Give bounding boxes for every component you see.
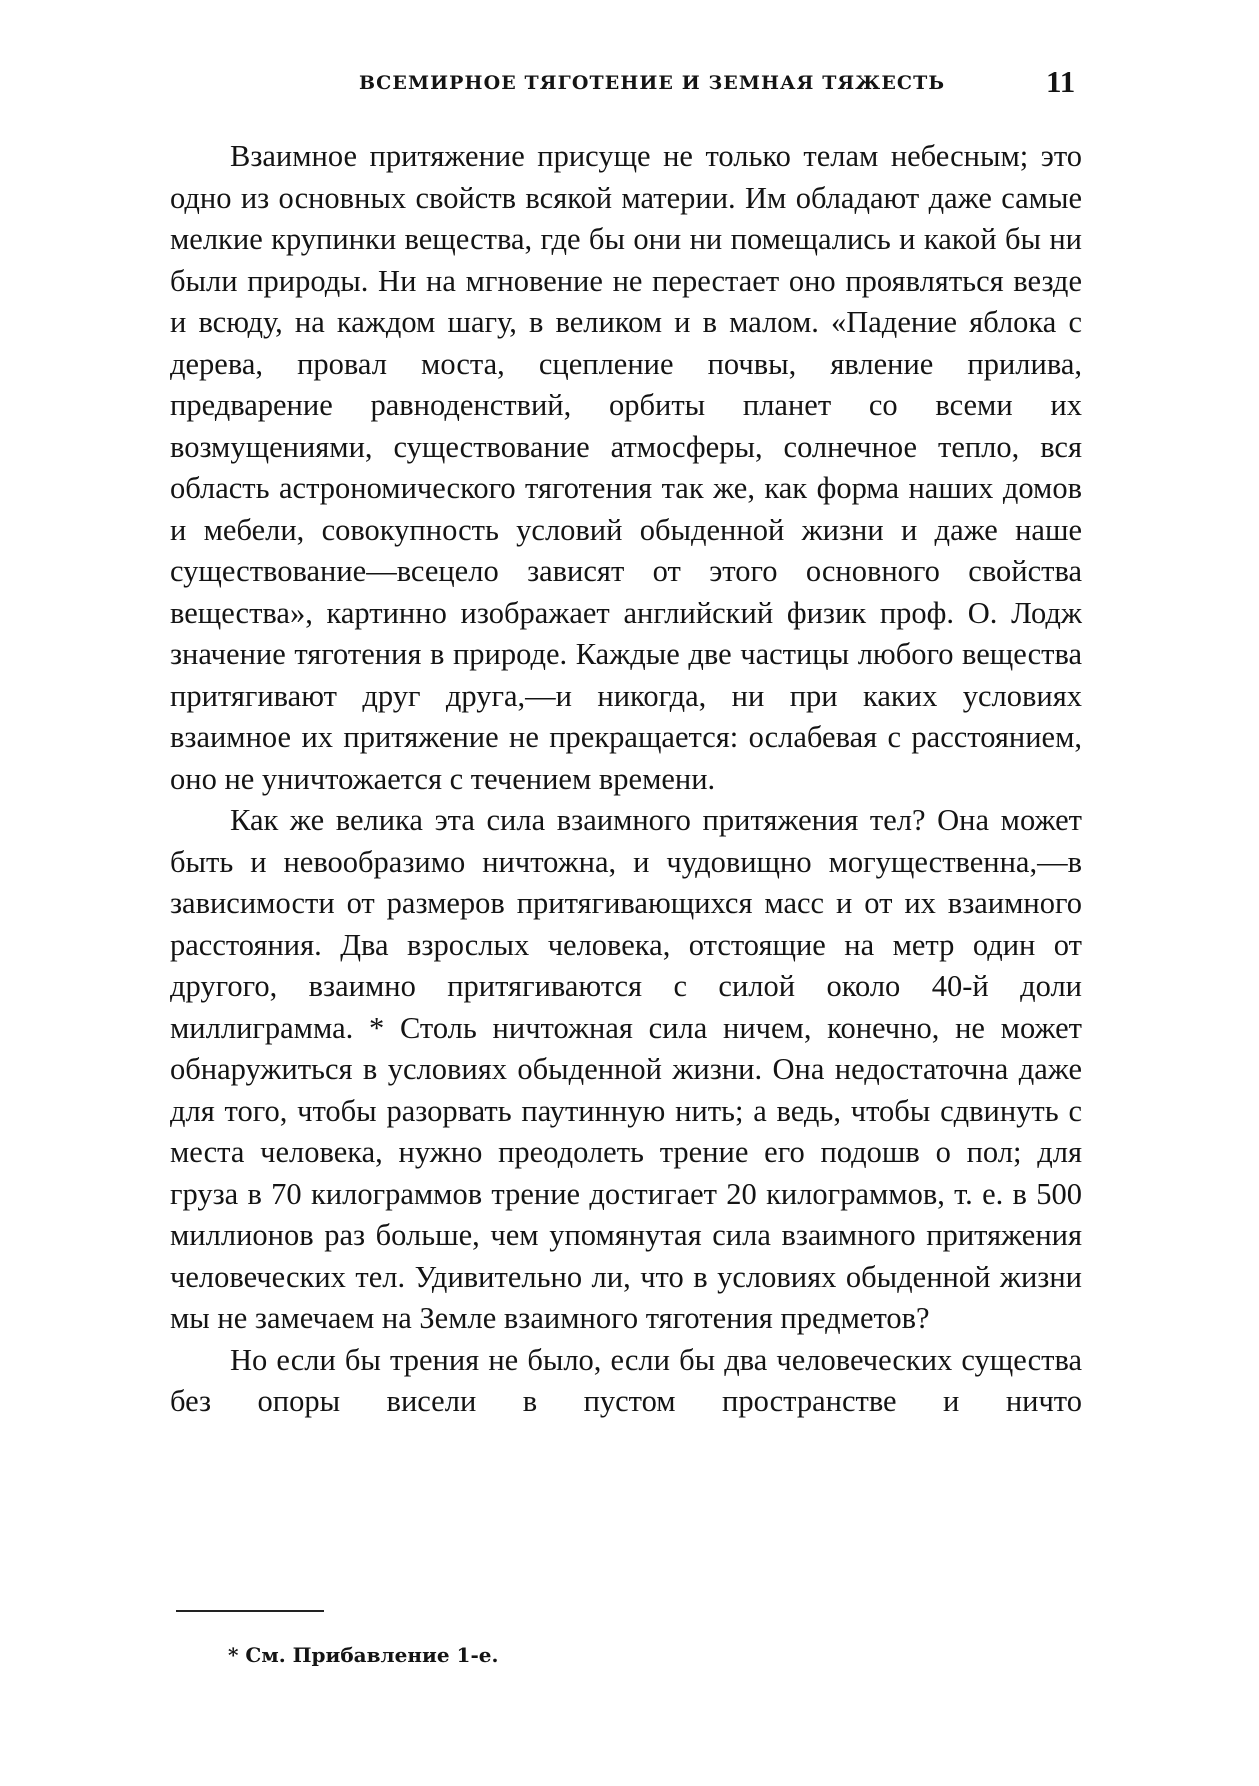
- page-number: 11: [1046, 64, 1076, 99]
- paragraph: Как же велика эта сила взаимного притяжения тел? Она может быть и невообразимо ничтожна, и чудовищно могущественна,—в зависимости от размеров притягивающихся масс и от их взаимного расстояния. Два взрослых человека, отстоящие на метр один от другого, взаимно притягиваются с силой около 40-й доли миллиграмма. * Столь ничтожная сила ничем, конечно, не может обнаружиться в условиях обыденной жизни. Она недостаточна даже для того, чтобы разорвать паутинную нить; а ведь, чтобы сдвинуть с места человека, нужно преодолеть трение его подошв о пол; для груза в 70 килограммов трение достигает 20 килограммов, т. е. в 500 миллионов раз больше, чем упомянутая сила взаимного притяжения человеческих тел. Удивительно ли, что в условиях обыденной жизни мы не замечаем на Земле взаимного тяготения предметов?: [170, 803, 1082, 1335]
- footnote: * См. Прибавление 1-е.: [228, 1643, 499, 1667]
- running-title: ВСЕМИРНОЕ ТЯГОТЕНИЕ И ЗЕМНАЯ ТЯЖЕСТЬ: [359, 72, 946, 94]
- footnote-divider: [176, 1610, 324, 1612]
- paragraph: Но если бы трения не было, если бы два человеческих существа без опоры висели в пустом пространстве и ничто: [170, 1342, 1082, 1418]
- paragraph: Взаимное притяжение присуще не только телам небесным; это одно из основных свойств всякой материи. Им обладают даже самые мелкие крупинки вещества, где бы они ни помещались и какой бы ни были природы. Ни на мгновение не перестает оно проявляться везде и всюду, на каждом шагу, в великом и в малом. «Падение яблока с дерева, провал моста, сцепление почвы, явление прилива, предварение равноденствий, орбиты планет со всеми их возмущениями, существование атмосферы, солнечное тепло, вся область астрономического тяготения так же, как форма наших домов и мебели, совокупность условий обыденной жизни и даже наше существование—всецело зависят от этого основного свойства вещества», картинно изображает английский физик проф. О. Лодж значение тяготения в природе. Каждые две частицы любого вещества притягивают друг друга,—и никогда, ни при каких условиях взаимное их притяжение не прекращается: ослабевая с расстоянием, оно не уничтожается с течением времени.: [170, 139, 1082, 796]
- body-text: [170, 136, 1082, 1423]
